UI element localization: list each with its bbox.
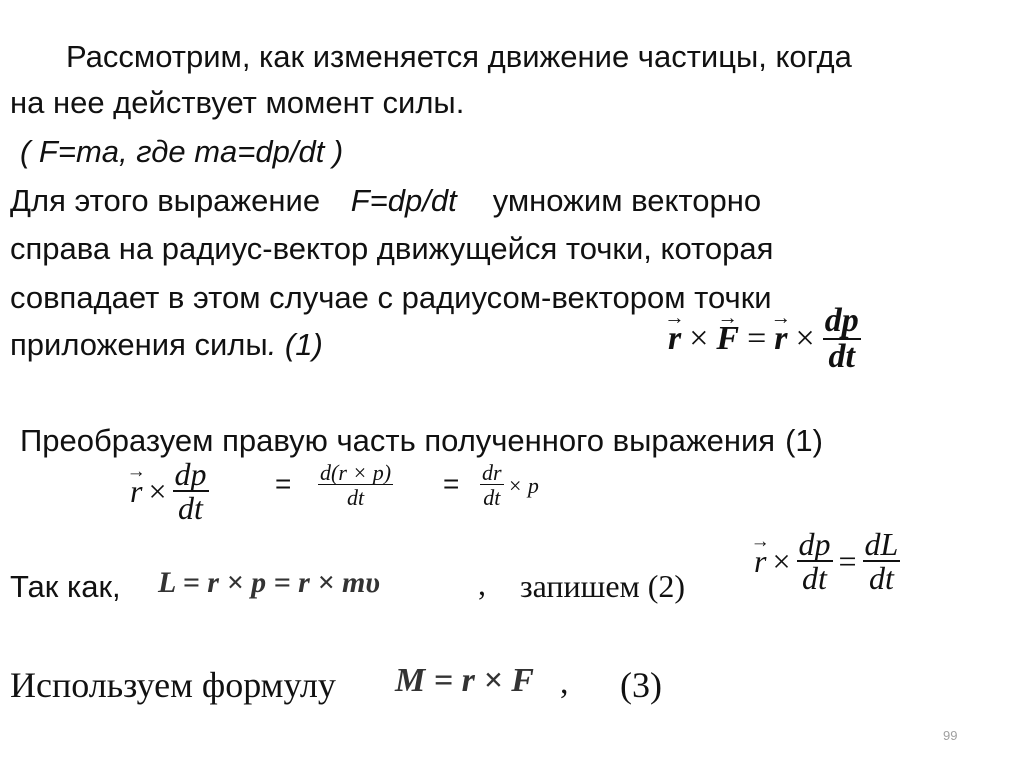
vector-r: → r [668,320,681,358]
paragraph-line-4-start: Для этого выражение [10,183,329,218]
formula-1 [668,304,861,374]
since-label: Так как, [10,569,121,604]
fraction-denominator: dt [869,560,894,596]
vector-r: → r [130,473,142,510]
fraction-numerator: d(r × p) [320,460,392,485]
paragraph-line-5: справа на радиус-вектор движущейся точки, которая [10,231,774,266]
cross-operator: × [795,320,815,357]
equation-ref-1: (1) [785,423,823,458]
transform-formula-left [130,458,209,524]
force-definition: ( F=ma, где ma=dp/dt ) [20,134,344,169]
fraction-numerator: dp [798,526,831,562]
vector-r: → r [754,543,766,580]
paragraph-line-2: на нее действует момент силы. [10,85,465,120]
vector-r: → r [774,320,787,358]
fraction-numerator: dp [824,302,859,339]
fraction-dp-dt [173,458,209,524]
paragraph-line-1: Рассмотрим, как изменяется движение частицы, когда [66,39,852,74]
formula-2 [754,528,900,594]
fraction-numerator: dr [482,460,502,485]
paragraph-line-4-end: умножим векторно [492,183,762,218]
fraction-denominator: dt [178,490,203,526]
inline-formula-f: F=dp/dt [350,183,457,218]
paragraph-line-4 [10,182,761,220]
formula-comma: , [560,664,569,701]
formula-comma: , [478,566,486,602]
transform-label: Преобразуем правую часть полученного выражения [20,423,776,458]
fraction-denominator: dt [483,485,501,510]
cross-p: × p [507,472,539,498]
paragraph-line-7 [10,326,323,364]
fraction-dr-dt-cross-p [480,462,539,509]
transform-text [20,422,823,460]
paragraph-line-7-text: приложения силы [10,327,268,362]
equals-sign: = [275,468,292,499]
fraction-dl-dt [863,528,901,594]
equation-ref-1: . (1) [267,327,323,362]
equals-sign: = [838,542,857,579]
fraction-numerator: dL [864,526,899,562]
angular-momentum-formula: L = r × p = r × mυ [158,566,380,599]
fraction-dp-dt [797,528,833,594]
cross-operator: × [772,542,791,579]
torque-formula: M = r × F [395,662,534,699]
fraction-denominator: dt [828,338,855,375]
equation-ref-3: (3) [620,665,662,705]
fraction-numerator: dp [174,456,207,492]
use-formula-label: Используем формулу [10,665,336,705]
paragraph-line-6: совпадает в этом случае с радиусом-вектором точки [10,280,772,315]
fraction-denominator: dt [346,485,365,510]
write-equation-2: запишем (2) [520,568,686,604]
page-number: 99 [943,728,958,743]
equals-sign: = [747,320,767,357]
fraction-denominator: dt [802,560,827,596]
fraction-d-r-cross-p [318,462,393,509]
cross-operator: × [689,320,709,357]
vector-f: → F [716,320,739,358]
equals-sign: = [443,468,460,499]
fraction-dp-dt [823,304,861,374]
cross-operator: × [148,472,167,509]
